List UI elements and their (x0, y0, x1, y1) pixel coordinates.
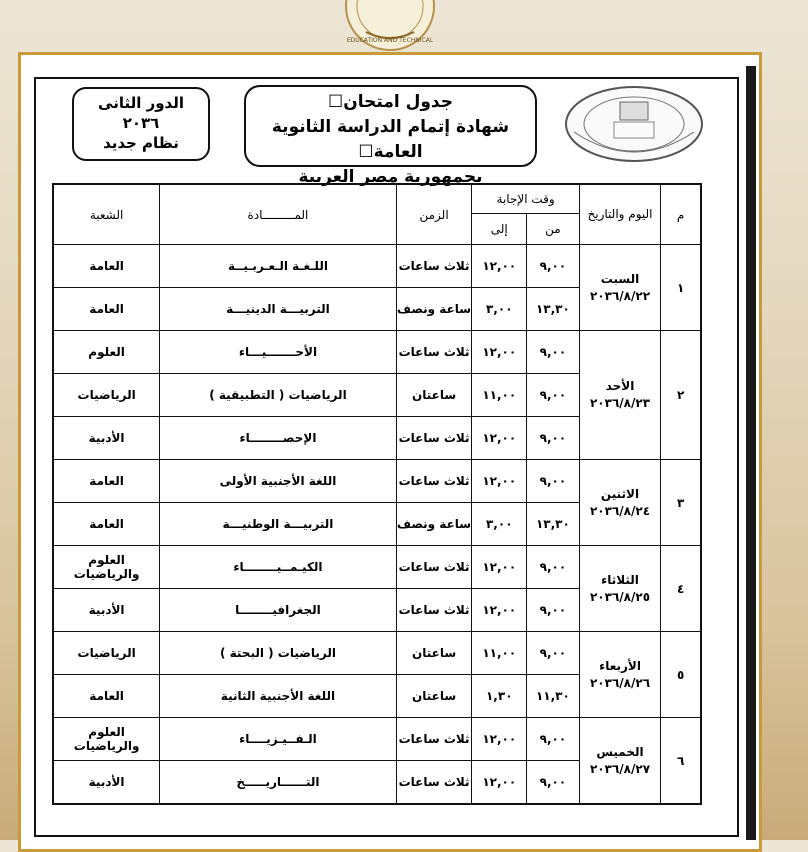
subject-cell: الأحـــــــيـــاء (160, 331, 396, 374)
day-date-cell (579, 718, 661, 805)
duration-cell: ثلاث ساعات (396, 718, 472, 761)
round-label: الدور الثانى (98, 94, 184, 112)
duration-cell: ثلاث ساعات (396, 589, 472, 632)
table-row (53, 245, 701, 288)
duration-cell: ثلاث ساعات (396, 546, 472, 589)
branch-cell: العلوم والرياضيات (53, 546, 160, 589)
time-from: ٩,٠٠ (527, 761, 580, 805)
day-date: ٢٠٣٦/٨/٢٣ (589, 396, 651, 410)
time-to: ١١,٠٠ (472, 374, 527, 417)
day-date: ٢٠٣٦/٨/٢٢ (589, 288, 651, 303)
day-name: الثلاثاء (601, 572, 639, 587)
duration-cell: ثلاث ساعات (396, 460, 472, 503)
subject-cell: التربيـــة الدينيـــة (160, 288, 396, 331)
subject-cell: الكيـمــيــــــــاء (160, 546, 396, 589)
duration-cell: ساعتان (396, 675, 472, 718)
subject-cell: اللغة الأجنبية الثانية (160, 675, 396, 718)
subject-cell: الجغرافيــــــــا (160, 589, 396, 632)
branch-cell: الأدبية (53, 417, 160, 460)
day-date: ٢٠٣٦/٨/٢٧ (589, 761, 651, 776)
table-row (53, 718, 701, 761)
header-num: م (661, 184, 701, 245)
branch-cell: العامة (53, 503, 160, 546)
time-from: ١٣,٣٠ (527, 288, 580, 331)
branch-cell: العامة (53, 460, 160, 503)
header-branch: الشعبة (53, 184, 160, 245)
day-number: ١ (661, 245, 701, 331)
branch-cell: العلوم (53, 331, 160, 374)
cut-off-footer (40, 826, 740, 840)
duration-cell: ساعتان (396, 632, 472, 675)
branch-cell: العامة (53, 245, 160, 288)
branch-cell: الرياضيات (53, 632, 160, 675)
exam-year: ٢٠٣٦ (122, 114, 160, 132)
time-to: ١,٣٠ (472, 675, 527, 718)
time-from: ٩,٠٠ (527, 546, 580, 589)
time-to: ١٢,٠٠ (472, 417, 527, 460)
day-date-cell (579, 546, 661, 632)
header-duration: الزمن (396, 184, 472, 245)
table-row (53, 460, 701, 503)
day-name: الخميس (596, 744, 644, 759)
exam-schedule-table (52, 183, 702, 805)
table-row (53, 331, 701, 374)
time-to: ١٢,٠٠ (472, 331, 527, 374)
time-from: ٩,٠٠ (527, 331, 580, 374)
checkbox-icon: ☐ (358, 142, 374, 162)
header-to: إلى (472, 214, 527, 245)
time-to: ٣,٠٠ (472, 288, 527, 331)
day-date-cell (579, 331, 661, 460)
subject-cell: الإحصــــــــاء (160, 417, 396, 460)
exam-round-box (72, 87, 210, 161)
time-to: ١١,٠٠ (472, 632, 527, 675)
day-name: الأحد (605, 379, 635, 393)
branch-cell: الأدبية (53, 589, 160, 632)
system-label: نظام جديد (103, 134, 179, 152)
header-subject: المـــــــــادة (160, 184, 396, 245)
time-to: ١٢,٠٠ (472, 245, 527, 288)
time-to: ٣,٠٠ (472, 503, 527, 546)
day-date-cell (579, 460, 661, 546)
duration-cell: ثلاث ساعات (396, 331, 472, 374)
day-number: ٤ (661, 546, 701, 632)
table-row (53, 546, 701, 589)
branch-cell: العامة (53, 288, 160, 331)
duration-cell: ثلاث ساعات (396, 761, 472, 805)
branch-cell: الرياضيات (53, 374, 160, 417)
time-from: ٩,٠٠ (527, 417, 580, 460)
time-to: ١٢,٠٠ (472, 718, 527, 761)
svg-text:EDUCATION AND TECHNICAL: EDUCATION AND TECHNICAL (346, 37, 434, 44)
header-from: من (527, 214, 580, 245)
day-number: ٥ (661, 632, 701, 718)
subject-cell: اللغة الأجنبية الأولى (160, 460, 396, 503)
time-from: ٩,٠٠ (527, 589, 580, 632)
day-name: الاثنين (600, 486, 640, 501)
day-number: ٦ (661, 718, 701, 805)
time-to: ١٢,٠٠ (472, 589, 527, 632)
time-from: ٩,٠٠ (527, 718, 580, 761)
header-day: اليوم والتاريخ (579, 184, 661, 245)
duration-cell: ساعة ونصف (396, 503, 472, 546)
title-line-3: بجمهورية مصر العربية (298, 167, 483, 187)
title-box (244, 85, 537, 187)
time-from: ٩,٠٠ (527, 460, 580, 503)
day-name: السبت (600, 271, 640, 286)
branch-cell: العامة (53, 675, 160, 718)
time-to: ١٢,٠٠ (472, 460, 527, 503)
day-name: الأربعاء (599, 658, 641, 673)
subject-cell: الـفــيـزيــــاء (160, 718, 396, 761)
subject-cell: اللـغـة الـعـربـيــة (160, 245, 396, 288)
day-date-cell (579, 245, 661, 331)
title-line-1: جدول امتحان☐ (328, 92, 453, 112)
ministry-seal (562, 84, 706, 164)
subject-cell: الرياضيات ( التطبيقية ) (160, 374, 396, 417)
title-line-2: شهادة إتمام الدراسة الثانوية العامة☐ (271, 117, 510, 162)
time-to: ١٢,٠٠ (472, 761, 527, 805)
day-date: ٢٠٣٦/٨/٢٤ (589, 503, 651, 518)
branch-cell: العلوم والرياضيات (53, 718, 160, 761)
day-date: ٢٠٣٦/٨/٢٥ (589, 589, 651, 604)
day-number: ٣ (661, 460, 701, 546)
table-row (53, 632, 701, 675)
page-edge-shadow (746, 66, 756, 840)
ministry-logo-top (336, 0, 444, 52)
subject-cell: التــــــاريـــــخ (160, 761, 396, 805)
day-number: ٢ (661, 331, 701, 460)
time-from: ٩,٠٠ (527, 374, 580, 417)
time-to: ١٢,٠٠ (472, 546, 527, 589)
day-date-cell (579, 632, 661, 718)
time-from: ١٣,٣٠ (527, 503, 580, 546)
time-from: ٩,٠٠ (527, 632, 580, 675)
checkbox-icon: ☐ (328, 92, 344, 112)
day-date: ٢٠٣٦/٨/٢٦ (589, 675, 651, 690)
header-time: وقت الإجابة (472, 184, 579, 214)
duration-cell: ساعتان (396, 374, 472, 417)
duration-cell: ثلاث ساعات (396, 417, 472, 460)
time-from: ٩,٠٠ (527, 245, 580, 288)
branch-cell: الأدبية (53, 761, 160, 805)
subject-cell: الرياضيات ( البحتة ) (160, 632, 396, 675)
duration-cell: ساعة ونصف (396, 288, 472, 331)
subject-cell: التربيـــة الوطنيـــة (160, 503, 396, 546)
time-from: ١١,٣٠ (527, 675, 580, 718)
duration-cell: ثلاث ساعات (396, 245, 472, 288)
